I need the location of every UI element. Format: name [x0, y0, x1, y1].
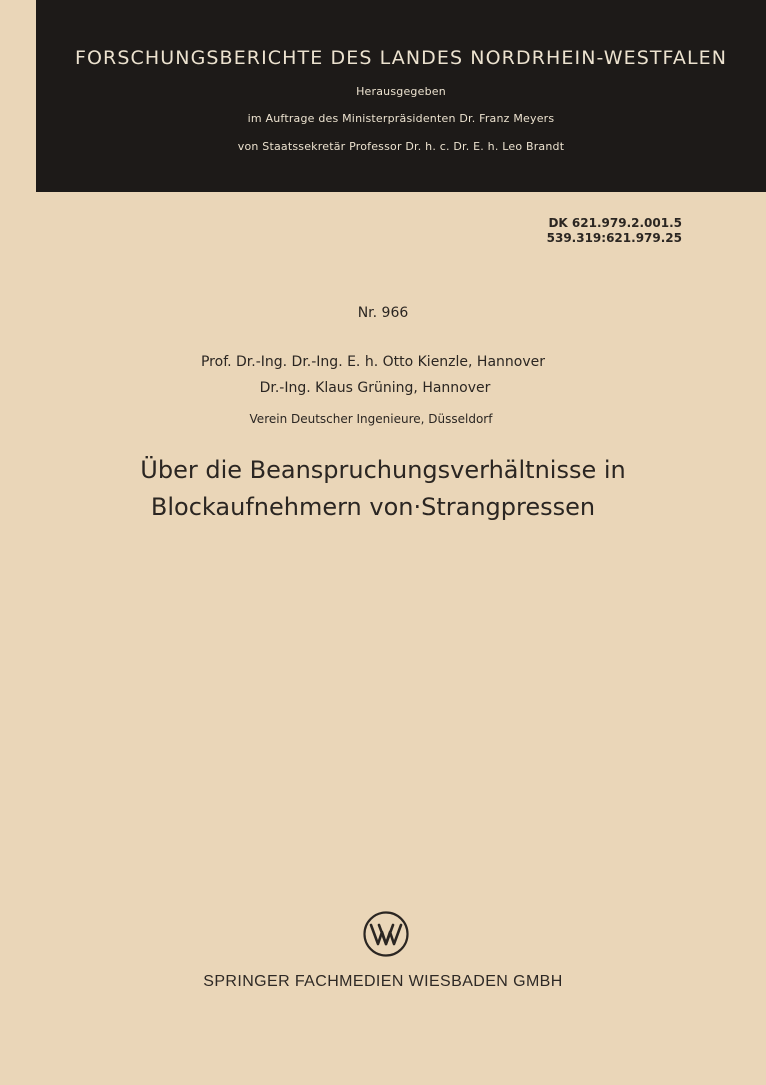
organization: Verein Deutscher Ingenieure, Düsseldorf [249, 412, 493, 426]
author-1: Prof. Dr.-Ing. Dr.-Ing. E. h. Otto Kienzle, Hannover [200, 354, 546, 370]
report-title-line-2: Blockaufnehmern von·Strangpressen [150, 493, 596, 521]
author-2: Dr.-Ing. Klaus Grüning, Hannover [259, 380, 491, 396]
springer-vs-logo-icon [362, 910, 410, 958]
classification-code [547, 216, 682, 246]
editor-line-1: Herausgegeben [356, 85, 446, 98]
editor-line-2: im Auftrage des Ministerpräsidenten Dr. Franz Meyers [247, 112, 555, 125]
editor-line-3: von Staatssekretär Professor Dr. h. c. Dr. E. h. Leo Brandt [237, 140, 565, 153]
report-title-line-1: Über die Beanspruchungsverhältnisse in [140, 456, 626, 484]
series-header-band [36, 0, 766, 192]
classification-line-2: 539.319:621.979.25 [546, 231, 682, 245]
report-number: Nr. 966 [357, 305, 409, 321]
publisher-name: SPRINGER FACHMEDIEN WIESBADEN GMBH [203, 973, 563, 990]
classification-line-1: DK 621.979.2.001.5 [548, 216, 682, 230]
series-title: FORSCHUNGSBERICHTE DES LANDES NORDRHEIN-WESTFALEN [74, 47, 728, 69]
